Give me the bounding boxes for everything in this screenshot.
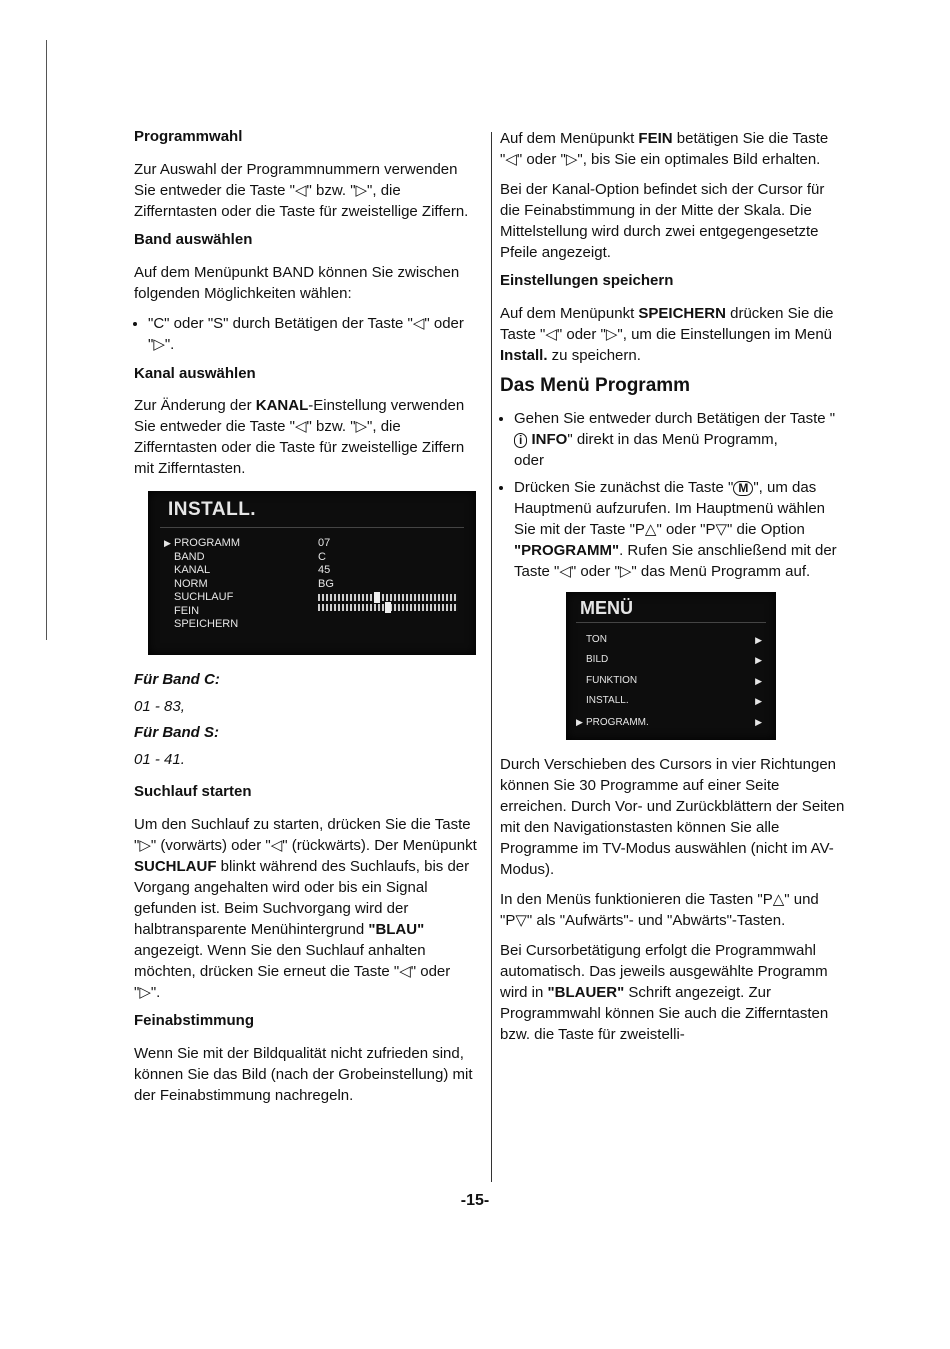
fein-keyword: FEIN	[638, 130, 673, 147]
menu-programm-steps	[500, 408, 848, 582]
step-menu-key	[514, 477, 848, 582]
blau-keyword: "BLAU"	[368, 921, 425, 938]
install-item-kanal	[164, 564, 240, 578]
kanal-text-part: Zur Änderung der	[134, 397, 256, 415]
text-part: Auf dem Menüpunkt	[500, 130, 639, 147]
text-part: Drücken Sie zunächst die Taste "	[514, 478, 734, 496]
menu-item-bild	[576, 650, 649, 671]
fein-bar	[318, 604, 458, 611]
left-column	[134, 128, 478, 1115]
install-value-kanal: 45	[318, 564, 331, 577]
menu-item-funktion	[576, 671, 649, 692]
suchlauf-bar	[318, 594, 458, 601]
suchlauf-keyword: SUCHLAUF	[134, 858, 217, 875]
install-keyword: Install.	[500, 346, 548, 364]
main-menu-separator	[576, 622, 766, 623]
install-value-norm: BG	[318, 577, 334, 590]
install-menu-values	[318, 537, 458, 614]
submenu-arrow-icon: ▶	[755, 716, 762, 727]
programmwahl-heading: Programmwahl	[134, 128, 243, 145]
menu-item-label: INSTALL.	[586, 695, 629, 707]
band-text: Auf dem Menüpunkt BAND können Sie zwischen folgenden Möglichkeiten wählen:	[134, 263, 460, 302]
fein-text: Wenn Sie mit der Bildqualität nicht zufrieden sind, können Sie das Bild (nach der Grobeinstellung) mit der Feinabstimmung nachregeln.	[134, 1044, 473, 1104]
cursor-arrow-icon: ▶	[576, 716, 583, 727]
step-info-key	[514, 408, 848, 471]
install-item-label: SPEICHERN	[174, 618, 239, 631]
kanal-option-text: Bei der Kanal-Option befindet sich der Cursor für die Feinabstimmung in der Mitte der Skala. Die Mittelstellung wird durch zwei entgegengesetzte Pfeile angezeigt.	[500, 181, 825, 261]
install-menu-items	[164, 537, 240, 632]
text-part: ", um das Hauptmenü aufzurufen. Im Hauptmenü wählen Sie mit der Taste "P△" oder "P▽" die Option	[514, 478, 826, 538]
band-c-label: Für Band C:	[134, 671, 220, 689]
install-value-band: C	[318, 550, 326, 563]
info-key-icon: i	[514, 433, 527, 448]
main-menu-arrows	[755, 630, 762, 733]
suchlauf-heading: Suchlauf starten	[134, 783, 252, 801]
install-item-suchlauf	[164, 591, 240, 605]
speichern-text	[500, 303, 848, 366]
submenu-arrow-icon: ▶	[755, 696, 762, 707]
install-item-label: SUCHLAUF	[174, 591, 234, 604]
menu-key-icon: M	[733, 481, 753, 496]
install-item-label: NORM	[174, 577, 208, 590]
install-item-label: BAND	[174, 550, 205, 563]
text-part: betätigen Sie die Taste "◁" oder "▷", bis Sie ein optimales Bild erhalten.	[500, 130, 829, 168]
install-menu-title: INSTALL.	[168, 499, 257, 521]
column-divider	[491, 132, 492, 1182]
band-c-value: 01 - 83,	[134, 697, 185, 715]
main-menu-screenshot	[566, 592, 776, 740]
band-bullet: • "C" oder "S" durch Betätigen der Taste "◁" oder "▷".	[148, 313, 478, 355]
suchlauf-text-part: angezeigt. Wenn Sie den Suchlauf anhalten möchten, drücken Sie erneut die Taste "◁" oder "▷".	[134, 942, 451, 1001]
right-column	[500, 128, 848, 1054]
fein-bar-knob	[385, 602, 391, 613]
text-part: drücken Sie die Taste "◁" oder "▷", um die Einstellungen im Menü	[500, 304, 834, 343]
fein-instruction	[500, 128, 848, 170]
programmwahl-text: Zur Auswahl der Programmnummern verwenden Sie entweder die Taste "◁" bzw. "▷", die Zifferntasten oder die Taste für zweistellige Ziffern.	[134, 160, 469, 220]
install-item-label: PROGRAMM	[174, 537, 240, 550]
speichern-heading: Einstellungen speichern	[500, 272, 674, 289]
cursor-navigation-text: Durch Verschieben des Cursors in vier Richtungen können Sie 30 Programme auf einer Seite erreichen. Durch Vor- und Zurückblättern der Seiten mit den Navigationstasten können Sie alle Programme im TV-Modus auswählen (nicht im AV-Modus).	[500, 755, 845, 878]
blauer-keyword: "BLAUER"	[547, 983, 625, 1001]
kanal-text	[134, 395, 478, 479]
band-s-label: Für Band S:	[134, 724, 219, 742]
main-menu-title: MENÜ	[580, 597, 633, 618]
menu-item-label: BILD	[586, 654, 609, 666]
suchlauf-bar-knob	[374, 592, 380, 603]
menu-item-label: TON	[586, 633, 607, 645]
install-item-label: KANAL	[174, 564, 211, 577]
install-item-band	[164, 551, 240, 565]
program-selection-text	[500, 940, 848, 1045]
text-part: Bei Cursorbetätigung erfolgt die Programmwahl automatisch. Das jeweils ausgewählte Programm wird in	[500, 941, 828, 1001]
up-down-keys-text: In den Menüs funktionieren die Tasten "P△" und "P▽" als "Aufwärts"- und "Abwärts"-Tasten.	[500, 890, 819, 929]
left-margin-line	[46, 40, 47, 640]
text-part: Schrift angezeigt. Zur Programmwahl können Sie auch die Zifferntasten bzw. die Taste für zweistelli-	[500, 983, 829, 1043]
install-item-programm	[164, 537, 240, 551]
menu-item-programm	[576, 712, 649, 734]
submenu-arrow-icon: ▶	[755, 675, 762, 686]
install-item-fein	[164, 605, 240, 619]
menu-programm-heading: Das Menü Programm	[500, 374, 691, 396]
install-menu-screenshot	[148, 491, 476, 655]
oder-text: oder	[514, 451, 545, 469]
install-value-programm: 07	[318, 537, 331, 550]
fein-heading: Feinabstimmung	[134, 1012, 255, 1029]
submenu-arrow-icon: ▶	[755, 655, 762, 666]
kanal-text-part: -Einstellung verwenden Sie entweder die Taste "◁" bzw. "▷", die Zifferntasten oder die Taste für zweistellige Ziffern mit Zifferntasten.	[134, 397, 465, 478]
speichern-keyword: SPEICHERN	[638, 304, 726, 322]
info-keyword: INFO	[527, 430, 568, 448]
text-part: Gehen Sie entweder durch Betätigen der Taste "	[514, 409, 836, 427]
install-menu-separator	[160, 527, 464, 528]
band-heading: Band auswählen	[134, 230, 253, 248]
menu-item-ton	[576, 630, 649, 651]
menu-item-install	[576, 691, 649, 712]
text-part: zu speichern.	[547, 346, 641, 364]
text-part: Auf dem Menüpunkt	[500, 304, 639, 322]
suchlauf-text-part: blinkt während des Suchlaufs, bis der Vorgang angehalten wird oder bis ein Signal gefunden ist. Beim Suchvorgang wird der halbtransparente Menühintergrund	[134, 858, 470, 938]
install-item-label: FEIN	[174, 604, 200, 617]
suchlauf-text	[134, 814, 478, 1003]
band-s-value: 01 - 41.	[134, 750, 185, 768]
band-list	[134, 313, 478, 355]
text-part: . Rufen Sie anschließend mit der Taste "◁" oder "▷" das Menü Programm auf.	[514, 541, 837, 580]
suchlauf-text-part: Um den Suchlauf zu starten, drücken Sie die Taste "▷" (vorwärts) oder "◁" (rückwärts). Der Menüpunkt	[134, 816, 477, 854]
kanal-heading: Kanal auswählen	[134, 364, 256, 382]
install-item-speichern	[164, 618, 240, 632]
text-part: " direkt in das Menü Programm,	[567, 430, 778, 448]
page-number: -15-	[460, 1192, 490, 1209]
cursor-arrow-icon: ▶	[164, 538, 171, 549]
main-menu-items	[576, 630, 649, 734]
kanal-keyword: KANAL	[255, 397, 309, 415]
menu-item-label: PROGRAMM.	[586, 716, 649, 728]
menu-item-label: FUNKTION	[586, 674, 638, 686]
programm-keyword: "PROGRAMM"	[514, 541, 620, 559]
install-item-norm	[164, 578, 240, 592]
submenu-arrow-icon: ▶	[755, 634, 762, 645]
